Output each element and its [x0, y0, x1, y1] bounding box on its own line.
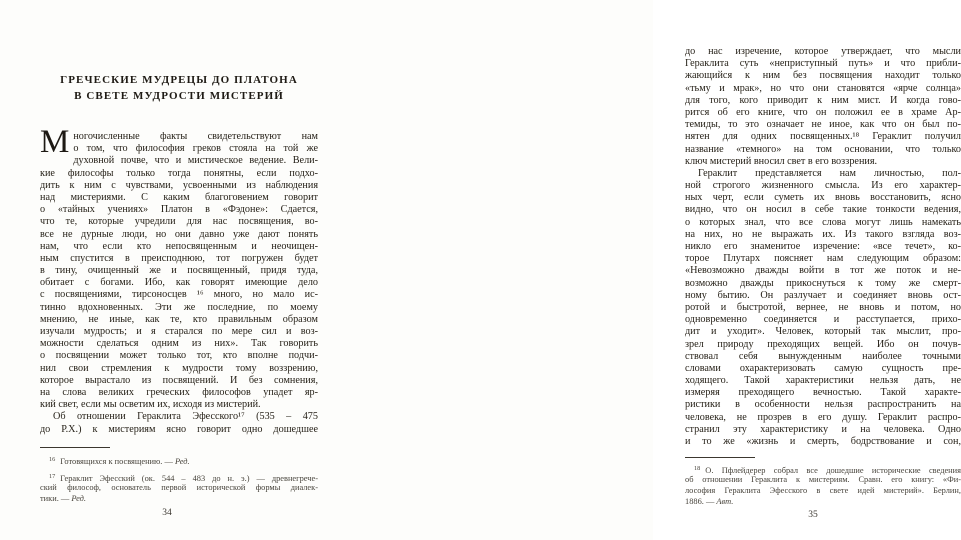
body-line: о том, что философия греков стояла на той же: [73, 143, 318, 155]
footnote-17: [40, 472, 318, 505]
body-line: ристики в особенности нельзя распространить на: [685, 399, 961, 411]
body-line: ному бытию. Он разлучает и соединяет вновь ост-: [685, 289, 961, 301]
body-line: дит и уходит». Человек, который так мыслит, про-: [685, 326, 961, 338]
body-line: зрел природу преходящих вещей. Ибо он почув-: [685, 338, 961, 350]
footnote-separator: [40, 447, 110, 448]
footnote-text: Гераклит Эфесский (ок. 544 – 483 до н. э.) — древнегрече-: [60, 474, 318, 483]
body-line: можности сделаться одним из них». Так говорить: [40, 338, 318, 350]
body-line: одновременно соединяется и расступается, прихо-: [685, 314, 961, 326]
body-line: темиды, то это означает не иное, как что он был по-: [685, 119, 961, 131]
body-line: до Р.Х.) к мистериям ясно говорит одно дошедшее: [40, 423, 318, 435]
body-line: над мистериями. С каким благоговением говорит: [40, 191, 318, 203]
body-line: ходящего. Такой характеристики нельзя дать, не: [685, 375, 961, 387]
body-line: о посвящении может только тот, кто вполне подчи-: [40, 350, 318, 362]
body-line: кие философы только тогда понятны, если подхо-: [40, 167, 318, 179]
right-page: [330, 0, 961, 540]
body-line: которое вырастало из посвящений. И без сомнения,: [40, 374, 318, 386]
body-line: обитает с богами. Ибо, как говорят имеющие дело: [40, 277, 318, 289]
body-line: тинно вдохновенных. Эти же последние, по моему: [40, 301, 318, 313]
body-line: о «тайных учениях» Платон в «Фэдоне»: Сдается,: [40, 204, 318, 216]
body-line: никло его знаменитое изречение: «все течет», ко-: [685, 241, 961, 252]
footnote-text: 1886. —: [685, 496, 717, 506]
footnote-18: [685, 464, 961, 508]
body-line: ных черт, если суметь их вновь восстановить, ясно: [685, 192, 961, 204]
footnote-editor-mark: Ред.: [71, 493, 87, 503]
heading-line-1: ГРЕЧЕСКИЕ МУДРЕЦЫ ДО ПЛАТОНА: [60, 74, 298, 86]
drop-cap: М: [40, 124, 70, 160]
footnote-16: [40, 455, 318, 466]
body-line: с посвящениями, тирсоносцев ¹⁶ много, но мало ис-: [40, 289, 318, 301]
right-body-text: [685, 46, 961, 448]
footnote-text: об отношении Гераклита к мистериям. Сравн. его книгу: «Фи-: [685, 474, 961, 484]
page-number-left: 34: [162, 508, 172, 518]
footnote-text: Готовящихся к посвящению. —: [60, 457, 175, 466]
body-line: «Невозможно дважды войти в тот же поток и не-: [685, 265, 961, 277]
body-line: ключ мистерий вносил свет в его воззрения.: [685, 155, 878, 167]
body-line: нил свои стремления к мудрости тому воззрению,: [40, 362, 318, 374]
heading-line-2: В СВЕТЕ МУДРОСТИ МИСТЕРИЙ: [74, 90, 284, 102]
body-line: дить к ним с чувствами, усвоенными из наблюдения: [40, 179, 318, 191]
body-line: кий свет, если мы осветим их, исходя из мистерий.: [40, 399, 261, 411]
footnote-text: лософия Гераклита Эфесского в свете идей мистерий». Берлин,: [685, 485, 961, 495]
footnote-text: тики. —: [40, 493, 72, 503]
body-line: название «темного» на том основании, что только: [685, 143, 961, 155]
body-line: возможно дважды прикоснуться к тому же смерт-: [685, 277, 961, 289]
footnote-separator: [685, 457, 755, 458]
left-body-text: [40, 124, 318, 436]
body-line: торое Плутарх поясняет нам следующим образом:: [685, 253, 961, 265]
footnote-marker: 17: [49, 473, 56, 480]
body-line: на них, но не выражать их. Из такого взгляда воз-: [685, 228, 961, 240]
body-line: нам, что если кто непосвященным и неочищен-: [40, 240, 318, 252]
body-line: и то же «жизнь и смерть, бодрствование и сон,: [685, 436, 961, 447]
body-line: ногочисленные факты свидетельствуют нам: [73, 131, 318, 142]
body-line: что те, которые учредили для нас посвящения, во-: [40, 216, 318, 228]
body-line: нятен для одних посвященных.¹⁸ Гераклит получил: [685, 131, 961, 143]
body-line: видно, что он носил в себе такие тонкости ведения,: [685, 204, 961, 216]
body-line: духовной почве, что и мистическое ведение. Вели-: [73, 155, 318, 167]
body-line: Гераклита суть «неприступный путь» и что прибли-: [685, 58, 961, 70]
footnote-text: О. Пфлейдерер собрал все дошедшие исторические сведения: [705, 466, 961, 475]
body-line: до нас изречение, которое утверждает, что мысли: [685, 46, 961, 57]
body-line: ствовал себя вынужденным наиболее точными: [685, 350, 961, 362]
body-line: странил эту характеристику и на человека. Одно: [685, 423, 961, 435]
footnote-marker: 18: [694, 465, 701, 472]
footnote-author-mark: Авт.: [716, 496, 734, 506]
body-line: Гераклит представляется нам личностью, пол-: [698, 167, 961, 179]
body-line: изучали мудрость; и я старался по мере сил и воз-: [40, 326, 318, 337]
body-line: Об отношении Гераклита Эфесского¹⁷ (535 – 475: [53, 411, 318, 423]
body-line: человека, не прозрев в его душу. Гераклит распро-: [685, 411, 961, 423]
body-line: все не дурные люди, но они давно уже дают понять: [40, 228, 318, 240]
body-line: рится об его книге, что он положил ее в храме Ар-: [685, 106, 961, 118]
footnote-editor-mark: Ред.: [174, 457, 190, 466]
body-line: ной строгого жизненного смысла. Из его характер-: [685, 180, 961, 192]
footnote-marker: 16: [49, 456, 56, 463]
footnote-text: ский философ, основатель первой исторической формы диалек-: [40, 482, 318, 492]
body-line: мнению, не иные, как те, кто правильным образом: [40, 313, 318, 325]
body-line: измеряя преходящего вечностью. Такой характе-: [685, 387, 961, 399]
body-line: ным спустится в преисподнюю, тот погружен будет: [40, 252, 318, 264]
left-page: [0, 0, 330, 540]
body-line: «тьму и мрак», но что они становятся «ярче солнца»: [685, 82, 961, 94]
body-line: словами охарактеризовать самую сущность пре-: [685, 362, 961, 374]
body-line: ротой и быстротой, вернее, не вновь и потом, но: [685, 301, 961, 313]
body-line: жающийся к ним без посвящения находит только: [685, 70, 961, 82]
page-number-right: 35: [808, 510, 818, 520]
body-line: на слова великих греческих философов упадет яр-: [40, 386, 318, 398]
body-line: в тину, очищенный же и посвященный, придя туда,: [40, 265, 318, 277]
body-line: для того, кого приводит к ним мист. И когда гово-: [685, 94, 961, 106]
chapter-heading: [40, 72, 318, 104]
body-line: о которых знал, что все слова могут лишь намекать: [685, 216, 961, 228]
